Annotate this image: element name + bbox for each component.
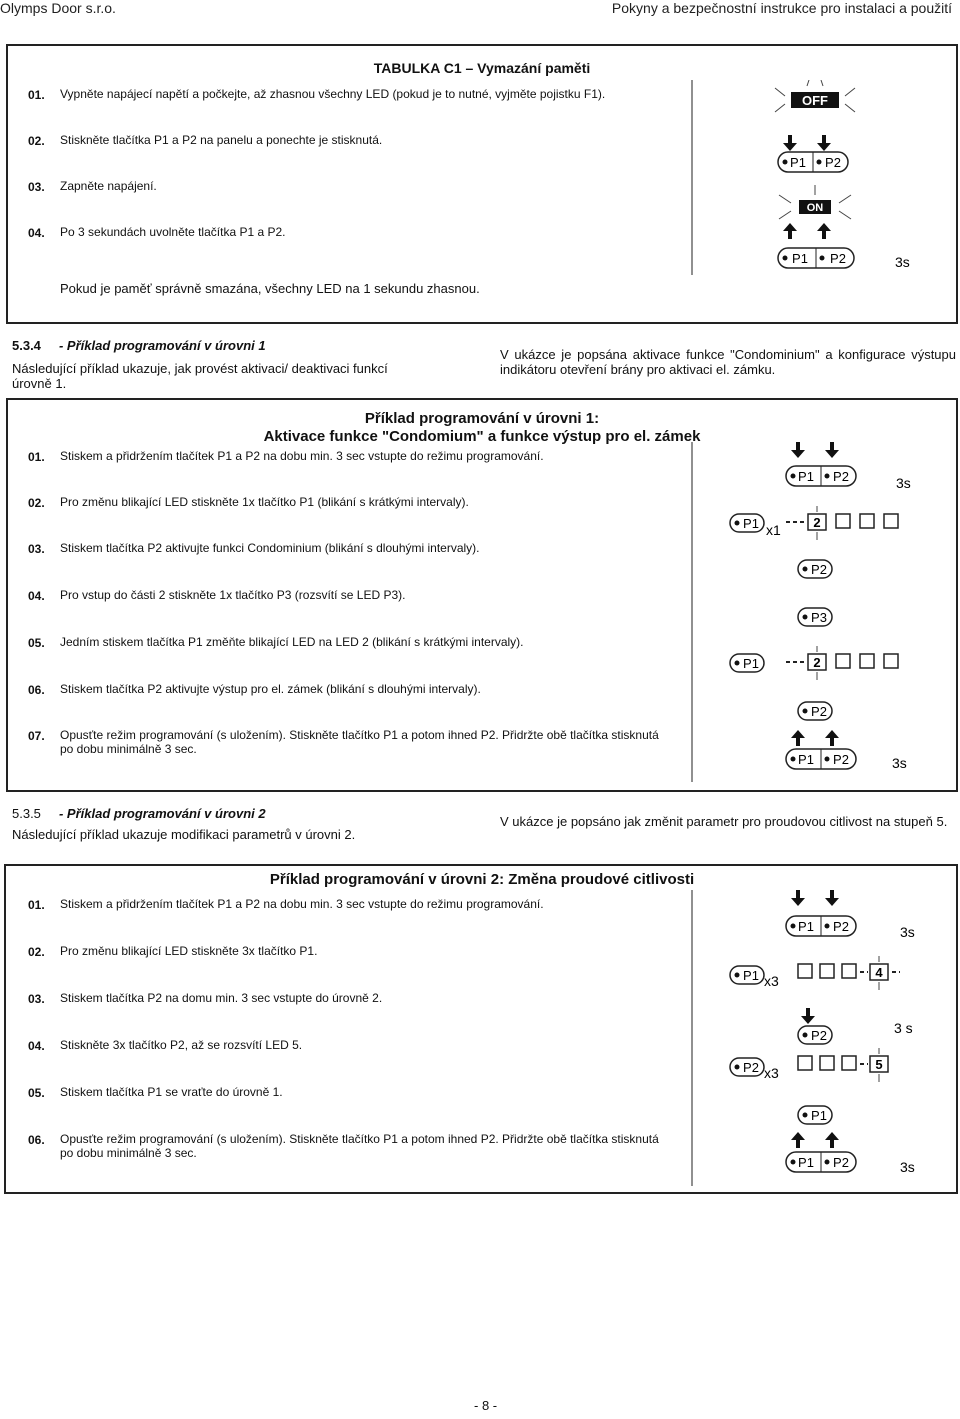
power-off-icon xyxy=(775,80,855,112)
p1-button-icon xyxy=(798,1106,832,1124)
p3-button-icon xyxy=(798,608,832,626)
three-seconds-label: 3s xyxy=(896,475,911,491)
p2-label: P2 xyxy=(811,704,827,719)
step-text: Stiskněte tlačítka P1 a P2 na panelu a ponechte je stisknutá. xyxy=(60,133,383,147)
release-arrows-icon xyxy=(791,1132,839,1148)
p1-p2-buttons-icon xyxy=(786,916,856,936)
release-arrows-icon xyxy=(783,223,831,239)
step-text: Stiskem tlačítka P1 se vraťte do úrovně 1. xyxy=(60,1085,283,1099)
press-arrows-icon xyxy=(791,442,839,458)
step-text: Stiskem tlačítka P2 aktivujte výstup pro el. zámek (blikání s dlouhými intervaly). xyxy=(60,682,481,696)
p2-label: P2 xyxy=(825,155,841,170)
release-arrows-icon xyxy=(791,730,839,746)
step-number: 02. xyxy=(28,134,45,148)
section-534-heading xyxy=(12,338,266,353)
p1-label: P1 xyxy=(743,516,759,531)
p1-p2-buttons-icon xyxy=(778,152,848,172)
p1-label: P1 xyxy=(798,1155,814,1170)
section-534-right-text: V ukázce je popsána aktivace funkce "Condominium" a konfigurace výstupu indikátoru otevření brány pro aktivaci el. zámku. xyxy=(500,347,956,377)
step-text: Opusťte režim programování (s uložením). Stiskněte tlačítko P1 a potom ihned P2. Přidržte obě tlačítka stisknutá po dobu minimálně 3 sec. xyxy=(60,1132,659,1160)
section-534-number: 5.3.4 xyxy=(12,338,41,353)
section-535-title: - Příklad programování v úrovni 2 xyxy=(58,806,266,821)
step-text: Jedním stiskem tlačítka P1 změňte blikající LED na LED 2 (blikání s krátkými intervaly). xyxy=(60,635,524,649)
p2-label: P2 xyxy=(743,1060,759,1075)
step-text: Stiskem tlačítka P2 aktivujte funkci Condominium (blikání s dlouhými intervaly). xyxy=(60,541,480,555)
p2-button-icon xyxy=(798,560,832,578)
led-4-label: 4 xyxy=(875,965,883,980)
led-row-icon xyxy=(786,646,898,680)
p2-button-icon xyxy=(730,1058,764,1076)
section-535-heading xyxy=(12,806,266,821)
step-text: Pro změnu blikající LED stiskněte 1x tlačítko P1 (blikání s krátkými intervaly). xyxy=(60,495,469,509)
p1-p2-buttons-icon xyxy=(778,248,854,268)
led-row-icon xyxy=(798,956,900,990)
press-arrow-icon xyxy=(801,1008,815,1024)
led-row-icon xyxy=(798,1048,888,1082)
step-number: 07. xyxy=(28,729,45,743)
p1-label: P1 xyxy=(811,1108,827,1123)
p1-button-icon xyxy=(730,966,764,984)
example2-icons xyxy=(690,890,952,1188)
on-label: ON xyxy=(806,202,824,214)
step-number: 02. xyxy=(28,496,45,510)
p2-label: P2 xyxy=(833,1155,849,1170)
p1-label: P1 xyxy=(743,968,759,983)
example2-title: Příklad programování v úrovni 2: Změna proudové citlivosti xyxy=(269,871,695,888)
step-text: Po 3 sekundách uvolněte tlačítka P1 a P2. xyxy=(60,225,286,239)
p1-p2-buttons-icon xyxy=(786,749,856,769)
step-text: Stiskem a přidržením tlačítek P1 a P2 na dobu min. 3 sec vstupte do režimu programování. xyxy=(60,897,544,911)
step-number: 04. xyxy=(28,589,45,603)
section-535-left-text: Následující příklad ukazuje modifikaci parametrů v úrovni 2. xyxy=(12,827,356,842)
step-number: 05. xyxy=(28,636,45,650)
step-text: Stiskněte 3x tlačítko P2, až se rozsvítí LED 5. xyxy=(60,1038,303,1052)
p1-label: P1 xyxy=(743,656,759,671)
led-2-label: 2 xyxy=(813,515,821,530)
press-arrows-icon xyxy=(783,135,831,151)
three-seconds-label: 3s xyxy=(895,254,910,270)
step-number: 02. xyxy=(28,945,45,959)
p2-label: P2 xyxy=(830,251,846,266)
power-on-icon xyxy=(779,185,851,219)
p3-label: P3 xyxy=(811,610,827,625)
step-text: Pro změnu blikající LED stiskněte 3x tlačítko P1. xyxy=(60,944,318,958)
step-text: Opusťte režim programování (s uložením). Stiskněte tlačítko P1 a potom ihned P2. Přidržte obě tlačítka stisknutá po dobu minimálně 3 sec. xyxy=(60,728,659,756)
three-seconds-label: 3s xyxy=(892,755,907,771)
step-number: 04. xyxy=(28,1039,45,1053)
example1-title-line1: Příklad programování v úrovni 1: xyxy=(364,410,600,427)
step-number: 01. xyxy=(28,88,45,102)
p2-label: P2 xyxy=(811,1028,827,1043)
example1-icons xyxy=(690,442,952,782)
three-seconds-label: 3 s xyxy=(894,1020,913,1036)
x1-label: x1 xyxy=(766,522,781,538)
p2-label: P2 xyxy=(811,562,827,577)
p1-label: P1 xyxy=(798,919,814,934)
p1-label: P1 xyxy=(798,469,814,484)
section-535-number: 5.3.5 xyxy=(12,806,41,821)
page-number: - 8 - xyxy=(474,1398,498,1413)
x3-label: x3 xyxy=(764,973,779,989)
three-seconds-label: 3s xyxy=(900,1159,915,1175)
led-2-label: 2 xyxy=(813,655,821,670)
p1-button-icon xyxy=(730,514,764,532)
example1-title-line2: Aktivace funkce "Condomium" a funkce výstup pro el. zámek xyxy=(263,428,701,445)
step-text: Stiskem a přidržením tlačítek P1 a P2 na dobu min. 3 sec vstupte do režimu programování. xyxy=(60,449,544,463)
p1-p2-buttons-icon xyxy=(786,1152,856,1172)
p2-label: P2 xyxy=(833,752,849,767)
step-number: 04. xyxy=(28,226,45,240)
step-number: 03. xyxy=(28,992,45,1006)
three-seconds-label: 3s xyxy=(900,924,915,940)
step-number: 05. xyxy=(28,1086,45,1100)
p1-label: P1 xyxy=(798,752,814,767)
table-c1-title: TABULKA C1 – Vymazání paměti xyxy=(373,60,591,76)
p1-p2-buttons-icon xyxy=(786,466,856,486)
p1-button-icon xyxy=(730,654,764,672)
p2-button-icon xyxy=(798,1026,832,1044)
table-c1-icons xyxy=(690,80,952,275)
document-title: Pokyny a bezpečnostní instrukce pro instalaci a použití xyxy=(611,0,952,16)
led-5-label: 5 xyxy=(875,1057,883,1072)
led-row-icon xyxy=(786,506,898,540)
table-c1-note: Pokud je paměť správně smazána, všechny LED na 1 sekundu zhasnou. xyxy=(60,281,480,296)
press-arrows-icon xyxy=(791,890,839,906)
step-text: Stiskem tlačítka P2 na domu min. 3 sec vstupte do úrovně 2. xyxy=(60,991,383,1005)
section-535-right-text: V ukázce je popsáno jak změnit parametr pro proudovou citlivost na stupeň 5. xyxy=(500,814,948,829)
p1-label: P1 xyxy=(790,155,806,170)
p2-label: P2 xyxy=(833,919,849,934)
step-number: 01. xyxy=(28,898,45,912)
step-number: 03. xyxy=(28,180,45,194)
p1-label: P1 xyxy=(792,251,808,266)
section-534-left-text: Následující příklad ukazuje, jak provést aktivaci/ deaktivaci funkcí úrovně 1. xyxy=(12,361,388,391)
step-text: Zapněte napájení. xyxy=(60,179,157,193)
step-number: 01. xyxy=(28,450,45,464)
step-number: 06. xyxy=(28,1133,45,1147)
p2-label: P2 xyxy=(833,469,849,484)
step-number: 06. xyxy=(28,683,45,697)
step-text: Pro vstup do části 2 stiskněte 1x tlačítko P3 (rozsvítí se LED P3). xyxy=(60,588,406,602)
p2-button-icon xyxy=(798,702,832,720)
off-label: OFF xyxy=(802,93,828,108)
step-text: Vypněte napájecí napětí a počkejte, až zhasnou všechny LED (pokud je to nutné, vyjměte pojistku F1). xyxy=(60,87,606,101)
section-534-title: - Příklad programování v úrovni 1 xyxy=(58,338,266,353)
company-name: Olymps Door s.r.o. xyxy=(0,0,116,16)
x3-label: x3 xyxy=(764,1065,779,1081)
step-number: 03. xyxy=(28,542,45,556)
